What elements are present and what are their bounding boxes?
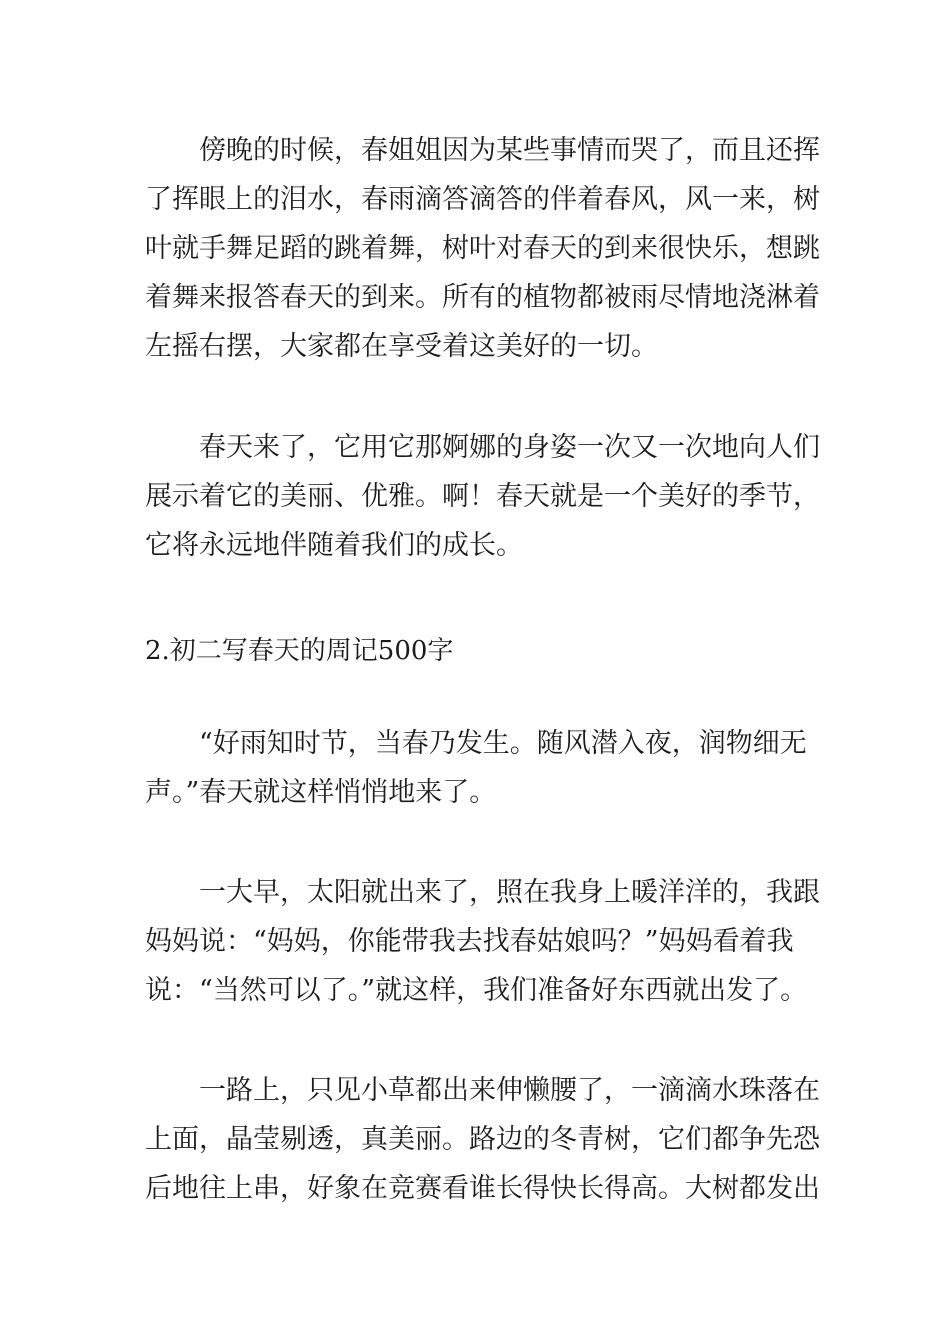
- text-line: 后地往上串，好象在竞赛看谁长得快长得高。大树都发出: [145, 1173, 820, 1204]
- text-line: “好雨知时节，当春乃发生。随风潜入夜，润物细无: [199, 728, 807, 759]
- text-line: 傍晚的时候，春姐姐因为某些事情而哭了，而且还挥: [199, 135, 820, 166]
- paragraph-morning-walk: [145, 868, 820, 1015]
- text-line: 左摇右摆，大家都在享受着这美好的一切。: [145, 331, 658, 362]
- paragraph-along-the-road: [145, 1066, 820, 1213]
- text-line: 展示着它的美丽、优雅。啊！春天就是一个美好的季节，: [145, 481, 820, 512]
- text-line: 上面，晶莹剔透，真美丽。路边的冬青树，它们都争先恐: [145, 1124, 820, 1155]
- text-line: 了挥眼上的泪水，春雨滴答滴答的伴着春风，风一来，树: [145, 184, 820, 215]
- paragraph-poem-quote: [145, 719, 807, 817]
- paragraph-evening-rain: [145, 126, 820, 371]
- text-line: 一路上，只见小草都出来伸懒腰了，一滴滴水珠落在: [199, 1075, 820, 1106]
- section-heading: 2.初二写春天的周记500字: [145, 636, 454, 666]
- text-line: 一大早，太阳就出来了，照在我身上暖洋洋的，我跟: [199, 877, 820, 908]
- text-line: 春天来了，它用它那婀娜的身姿一次又一次地向人们: [199, 432, 820, 463]
- text-line: 着舞来报答春天的到来。所有的植物都被雨尽情地浇淋着: [145, 282, 820, 313]
- paragraph-spring-arrived: [145, 423, 820, 570]
- text-line: 声。”春天就这样悄悄地来了。: [145, 777, 497, 808]
- text-line: 妈妈说：“妈妈，你能带我去找春姑娘吗？”妈妈看着我: [145, 926, 794, 957]
- text-line: 叶就手舞足蹈的跳着舞，树叶对春天的到来很快乐，想跳: [145, 233, 820, 264]
- text-line: 说：“当然可以了。”就这样，我们准备好东西就出发了。: [145, 975, 808, 1006]
- text-line: 它将永远地伴随着我们的成长。: [145, 530, 523, 561]
